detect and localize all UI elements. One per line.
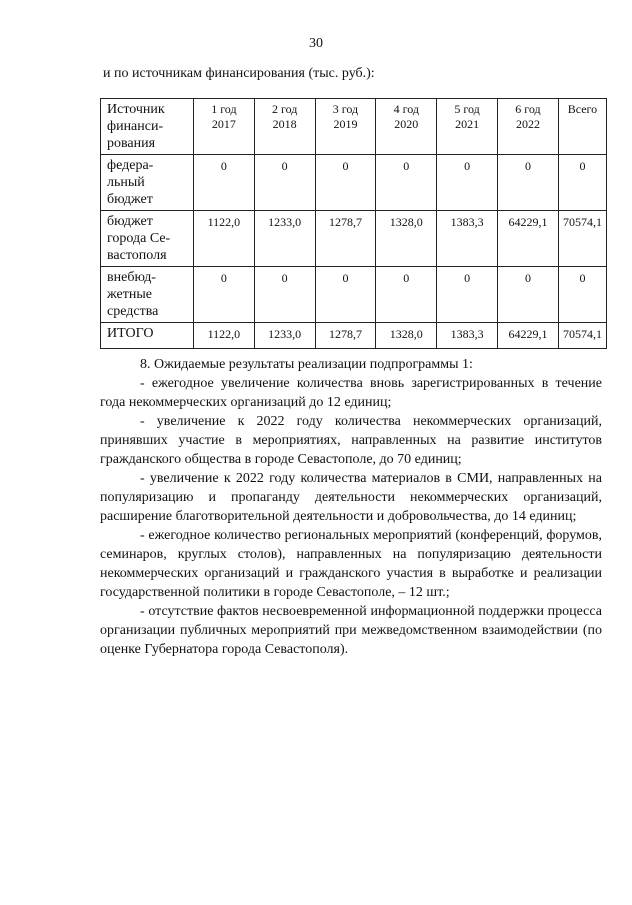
row-source: внебюд-жетные средства [101,267,194,323]
header-year-5: 5 год 2021 [437,99,498,155]
results-item: - отсутствие фактов несвоевременной информационной поддержки процесса организации публичных мероприятий при межведомственном взаимодействии (по оценке Губернатора города Севастополя). [100,604,602,657]
cell-value: 1328,0 [376,323,437,349]
cell-value: 1328,0 [376,211,437,267]
cell-value: 0 [194,155,255,211]
cell-value: 0 [497,267,558,323]
header-year-3: 3 год 2019 [315,99,376,155]
table-row [101,267,607,323]
header-source: Источник финанси-рования [101,99,194,155]
cell-total: 0 [558,267,606,323]
results-item: - ежегодное увеличение количества вновь зарегистрированных в течение года некоммерческих организаций до 12 единиц; [100,376,602,410]
cell-value: 0 [254,267,315,323]
row-source: бюджет города Се-вастополя [101,211,194,267]
cell-value: 1122,0 [194,323,255,349]
cell-value: 64229,1 [497,323,558,349]
header-total: Всего [558,99,606,155]
cell-value: 64229,1 [497,211,558,267]
cell-value: 1383,3 [437,211,498,267]
cell-value: 1233,0 [254,323,315,349]
cell-total: 70574,1 [558,211,606,267]
cell-value: 0 [376,267,437,323]
page-number: 30 [309,36,323,51]
table-header-row [101,99,607,155]
header-year-2: 2 год 2018 [254,99,315,155]
cell-value: 1278,7 [315,323,376,349]
table-row [101,211,607,267]
cell-value: 0 [315,155,376,211]
table-total-row [101,323,607,349]
cell-value: 0 [437,155,498,211]
table-row [101,155,607,211]
financing-table [100,98,607,349]
cell-value: 0 [497,155,558,211]
cell-value: 1383,3 [437,323,498,349]
results-item: - увеличение к 2022 году количества некоммерческих организаций, принявших участие в мероприятиях, направленных на развитие институтов гражданского общества в городе Севастополе, до 70 единиц; [100,414,602,467]
cell-value: 0 [194,267,255,323]
results-item: - ежегодное количество региональных мероприятий (конференций, форумов, семинаров, круглых столов), направленных на популяризацию деятельности некоммерческих организаций и гражданского участия в выработке и реализации государственной политики в городе Севастополе, – 12 шт.; [100,528,602,600]
cell-value: 1278,7 [315,211,376,267]
row-source: ИТОГО [101,323,194,349]
cell-value: 1233,0 [254,211,315,267]
row-source: федера-льный бюджет [101,155,194,211]
results-item: - увеличение к 2022 году количества материалов в СМИ, направленных на популяризацию и пропаганду деятельности некоммерческих организаций, расширение благотворительной деятельности и добровольчества, до 14 единиц; [100,471,602,524]
header-year-4: 4 год 2020 [376,99,437,155]
cell-value: 0 [376,155,437,211]
results-heading: 8. Ожидаемые результаты реализации подпрограммы 1: [140,357,473,372]
header-year-1: 1 год 2017 [194,99,255,155]
cell-value: 0 [315,267,376,323]
table-intro-text: и по источникам финансирования (тыс. руб.): [103,66,375,81]
results-section [100,355,602,659]
cell-value: 0 [254,155,315,211]
cell-value: 1122,0 [194,211,255,267]
cell-value: 0 [437,267,498,323]
cell-total: 0 [558,155,606,211]
cell-total: 70574,1 [558,323,606,349]
header-year-6: 6 год 2022 [497,99,558,155]
